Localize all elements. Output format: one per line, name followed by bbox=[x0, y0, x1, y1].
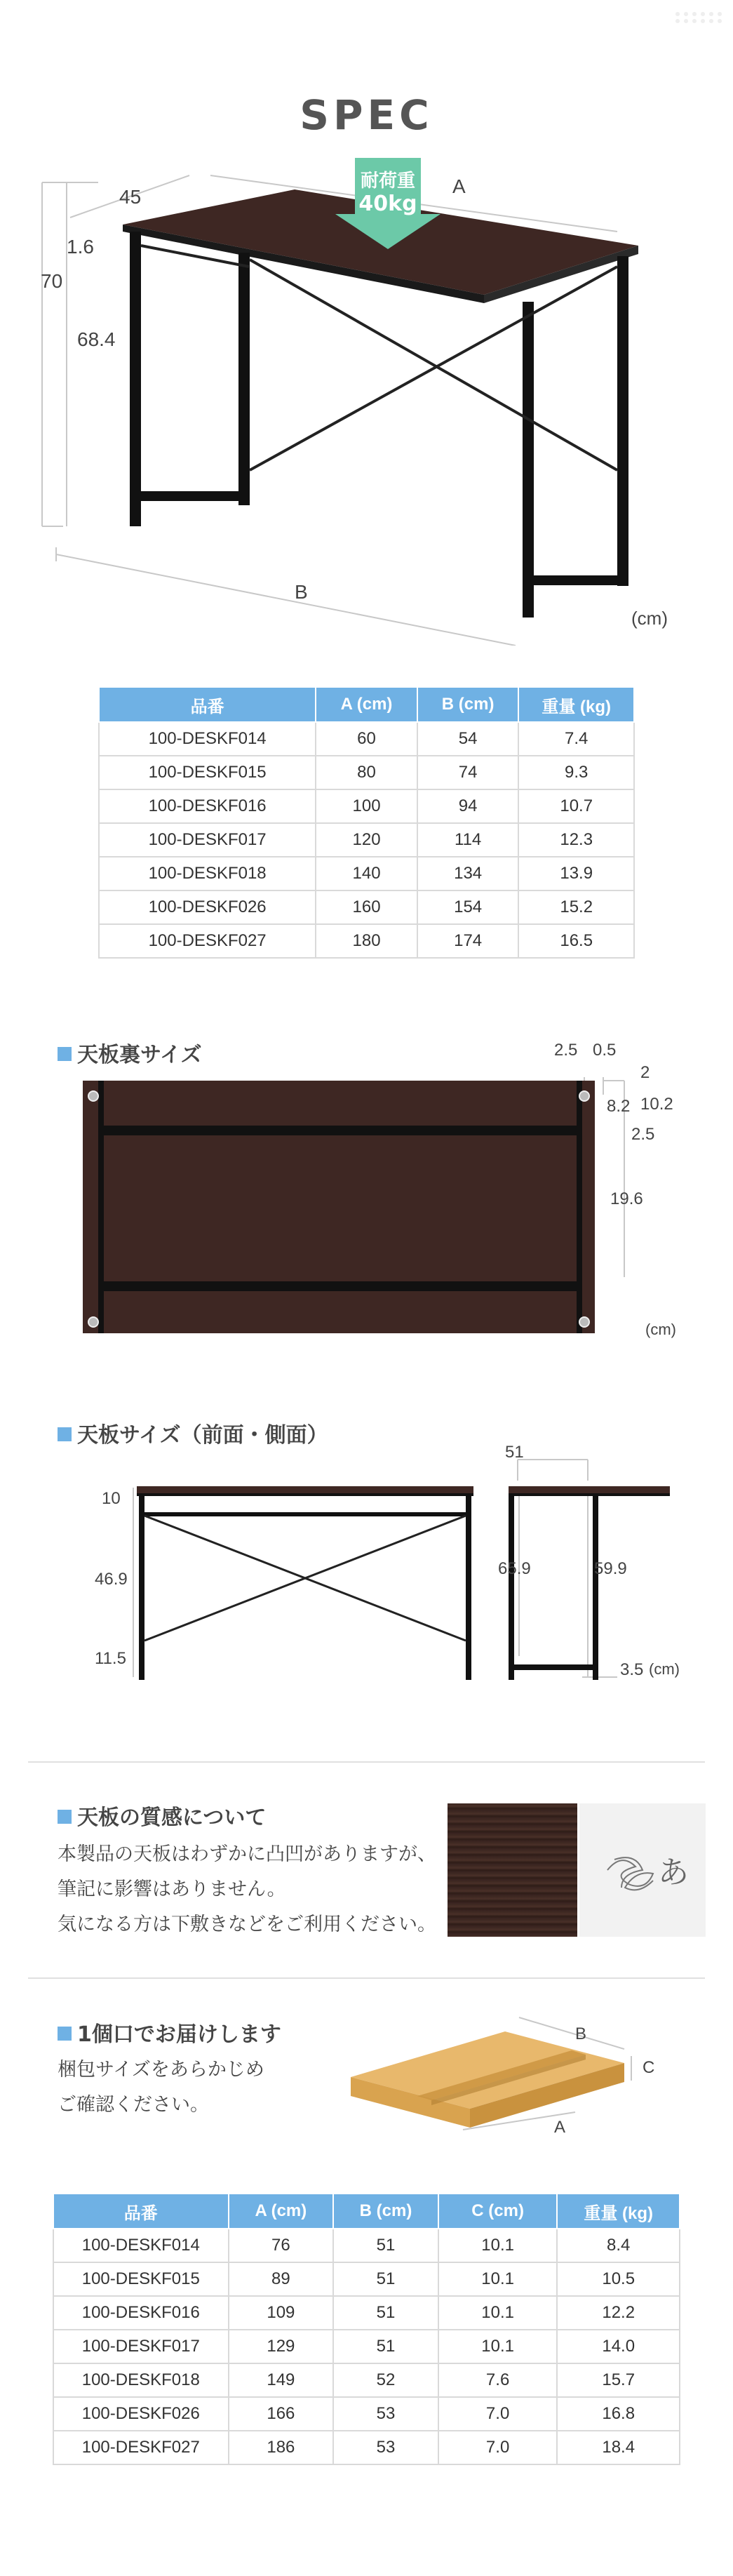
under-dim-19-6: 19.6 bbox=[610, 1189, 643, 1208]
cell: 7.0 bbox=[438, 2431, 558, 2464]
cell: 174 bbox=[417, 924, 519, 958]
cell: 100-DESKF027 bbox=[99, 924, 316, 958]
cell: 16.5 bbox=[518, 924, 634, 958]
cell: 10.5 bbox=[557, 2262, 680, 2296]
cell: 100-DESKF017 bbox=[53, 2330, 229, 2363]
cell: 51 bbox=[333, 2262, 438, 2296]
table-row bbox=[99, 924, 634, 958]
header-weight: 重量 (kg) bbox=[557, 2194, 680, 2229]
under-dim-0-5: 0.5 bbox=[593, 1041, 617, 1060]
box-label-a: A bbox=[554, 2118, 566, 2137]
cell: 160 bbox=[316, 890, 417, 924]
package-line: 梱包サイズをあらかじめ bbox=[58, 2059, 264, 2081]
divider bbox=[28, 1761, 705, 1763]
package-table bbox=[53, 2193, 680, 2465]
cell: 53 bbox=[333, 2397, 438, 2431]
table-header-row bbox=[53, 2194, 680, 2229]
cell: 100-DESKF026 bbox=[99, 890, 316, 924]
side-dim-3-5: 3.5 bbox=[620, 1660, 644, 1679]
table-row bbox=[99, 890, 634, 924]
depth-45: 45 bbox=[119, 186, 142, 208]
box-label-c: C bbox=[643, 2058, 655, 2077]
cell: 12.3 bbox=[518, 823, 634, 857]
table-row bbox=[53, 2330, 680, 2363]
heading-marker bbox=[58, 1427, 72, 1441]
header-a: A (cm) bbox=[229, 2194, 334, 2229]
header-b: B (cm) bbox=[417, 687, 519, 722]
leg-height-68-4: 68.4 bbox=[77, 328, 116, 350]
table-row bbox=[53, 2363, 680, 2397]
wood-texture-image bbox=[448, 1803, 577, 1937]
under-dim-2-5: 2.5 bbox=[554, 1041, 578, 1060]
cell: 100-DESKF027 bbox=[53, 2431, 229, 2464]
side-dim-65-9: 65.9 bbox=[498, 1559, 531, 1578]
cell: 10.1 bbox=[438, 2262, 558, 2296]
table-row bbox=[53, 2431, 680, 2464]
cell: 166 bbox=[229, 2397, 334, 2431]
label-b: B bbox=[295, 581, 308, 603]
cell: 100-DESKF017 bbox=[99, 823, 316, 857]
table-header-row bbox=[99, 687, 634, 722]
heading-marker bbox=[58, 1047, 72, 1061]
cell: 10.1 bbox=[438, 2330, 558, 2363]
cell: 100-DESKF014 bbox=[99, 722, 316, 756]
cell: 74 bbox=[417, 756, 519, 789]
cell: 52 bbox=[333, 2363, 438, 2397]
under-dim-2: 2 bbox=[640, 1063, 650, 1082]
cell: 12.2 bbox=[557, 2296, 680, 2330]
header-part-number: 品番 bbox=[99, 687, 316, 722]
weight-badge-line2: 40kg bbox=[358, 192, 417, 216]
cell: 100-DESKF016 bbox=[53, 2296, 229, 2330]
front-side-heading bbox=[58, 1417, 328, 1448]
unit-cm-3: (cm) bbox=[649, 1660, 680, 1678]
texture-line: 筆記に影響はありません。 bbox=[58, 1878, 286, 1900]
label-a: A bbox=[452, 175, 466, 197]
cell: 129 bbox=[229, 2330, 334, 2363]
underside-heading-text: 天板裏サイズ bbox=[77, 1043, 202, 1067]
package-text bbox=[58, 2053, 352, 2123]
package-heading bbox=[58, 2017, 281, 2048]
cell: 76 bbox=[229, 2229, 334, 2262]
height-70: 70 bbox=[41, 270, 63, 292]
header-part-number: 品番 bbox=[53, 2194, 229, 2229]
texture-heading-text: 天板の質感について bbox=[77, 1806, 267, 1830]
package-heading-text: 1個口でお届けします bbox=[77, 2022, 281, 2047]
table-row bbox=[99, 722, 634, 756]
under-dim-10-2: 10.2 bbox=[640, 1095, 673, 1114]
heading-marker bbox=[58, 2027, 72, 2041]
table-row bbox=[99, 789, 634, 823]
cell: 10.7 bbox=[518, 789, 634, 823]
cell: 100-DESKF018 bbox=[99, 857, 316, 890]
table-row bbox=[53, 2397, 680, 2431]
unit-cm-2: (cm) bbox=[645, 1321, 676, 1338]
cell: 94 bbox=[417, 789, 519, 823]
heading-marker bbox=[58, 1810, 72, 1824]
cell: 14.0 bbox=[557, 2330, 680, 2363]
cell: 9.3 bbox=[518, 756, 634, 789]
cell: 120 bbox=[316, 823, 417, 857]
texture-line: 気になる方は下敷きなどをご利用ください。 bbox=[58, 1914, 436, 1935]
cell: 100-DESKF018 bbox=[53, 2363, 229, 2397]
texture-line: 本製品の天板はわずかに凸凹がありますが、 bbox=[58, 1843, 436, 1865]
under-dim-8-2: 8.2 bbox=[607, 1097, 631, 1116]
header-b: B (cm) bbox=[333, 2194, 438, 2229]
cell: 15.2 bbox=[518, 890, 634, 924]
package-box-illustration bbox=[344, 2007, 666, 2147]
cell: 114 bbox=[417, 823, 519, 857]
cell: 149 bbox=[229, 2363, 334, 2397]
thickness-1-6: 1.6 bbox=[67, 236, 94, 258]
decorative-dots bbox=[673, 10, 729, 24]
cell: 134 bbox=[417, 857, 519, 890]
cell: 180 bbox=[316, 924, 417, 958]
cell: 100 bbox=[316, 789, 417, 823]
unit-cm-1: (cm) bbox=[631, 608, 668, 629]
table-row bbox=[99, 857, 634, 890]
cell: 51 bbox=[333, 2229, 438, 2262]
cell: 7.0 bbox=[438, 2397, 558, 2431]
writing-sample-image bbox=[579, 1803, 706, 1937]
cell: 100-DESKF016 bbox=[99, 789, 316, 823]
cell: 13.9 bbox=[518, 857, 634, 890]
front-dim-46-9: 46.9 bbox=[95, 1570, 128, 1589]
table-row bbox=[99, 823, 634, 857]
front-dim-10: 10 bbox=[102, 1489, 121, 1508]
cell: 15.7 bbox=[557, 2363, 680, 2397]
cell: 109 bbox=[229, 2296, 334, 2330]
cell: 80 bbox=[316, 756, 417, 789]
table-row bbox=[99, 756, 634, 789]
cell: 154 bbox=[417, 890, 519, 924]
cell: 100-DESKF015 bbox=[99, 756, 316, 789]
cell: 100-DESKF014 bbox=[53, 2229, 229, 2262]
cell: 100-DESKF015 bbox=[53, 2262, 229, 2296]
texture-heading bbox=[58, 1800, 266, 1831]
table-row bbox=[53, 2296, 680, 2330]
cell: 140 bbox=[316, 857, 417, 890]
side-dim-59-9: 59.9 bbox=[594, 1559, 627, 1578]
cell: 7.4 bbox=[518, 722, 634, 756]
under-dim-2-5b: 2.5 bbox=[631, 1125, 655, 1144]
cell: 186 bbox=[229, 2431, 334, 2464]
cell: 60 bbox=[316, 722, 417, 756]
cell: 7.6 bbox=[438, 2363, 558, 2397]
cell: 89 bbox=[229, 2262, 334, 2296]
spec-title: SPEC bbox=[300, 91, 433, 139]
writing-glyph: あ bbox=[658, 1855, 689, 1890]
package-line: ご確認ください。 bbox=[58, 2094, 209, 2116]
front-dim-51: 51 bbox=[505, 1443, 524, 1462]
divider bbox=[28, 1977, 705, 1979]
header-weight: 重量 (kg) bbox=[518, 687, 634, 722]
cell: 100-DESKF026 bbox=[53, 2397, 229, 2431]
underside-diagram bbox=[70, 1039, 673, 1347]
cell: 10.1 bbox=[438, 2296, 558, 2330]
cell: 16.8 bbox=[557, 2397, 680, 2431]
spec-table bbox=[98, 686, 635, 959]
header-c: C (cm) bbox=[438, 2194, 558, 2229]
table-row bbox=[53, 2229, 680, 2262]
front-dim-11-5: 11.5 bbox=[95, 1649, 126, 1668]
cell: 51 bbox=[333, 2330, 438, 2363]
texture-text bbox=[58, 1837, 450, 1942]
cell: 53 bbox=[333, 2431, 438, 2464]
weight-badge bbox=[335, 158, 441, 249]
weight-badge-line1: 耐荷重 bbox=[360, 171, 415, 192]
header-a: A (cm) bbox=[316, 687, 417, 722]
cell: 18.4 bbox=[557, 2431, 680, 2464]
table-row bbox=[53, 2262, 680, 2296]
cell: 8.4 bbox=[557, 2229, 680, 2262]
box-label-b: B bbox=[575, 2024, 587, 2043]
cell: 51 bbox=[333, 2296, 438, 2330]
cell: 54 bbox=[417, 722, 519, 756]
front-side-heading-text: 天板サイズ（前面・側面） bbox=[77, 1423, 328, 1448]
cell: 10.1 bbox=[438, 2229, 558, 2262]
